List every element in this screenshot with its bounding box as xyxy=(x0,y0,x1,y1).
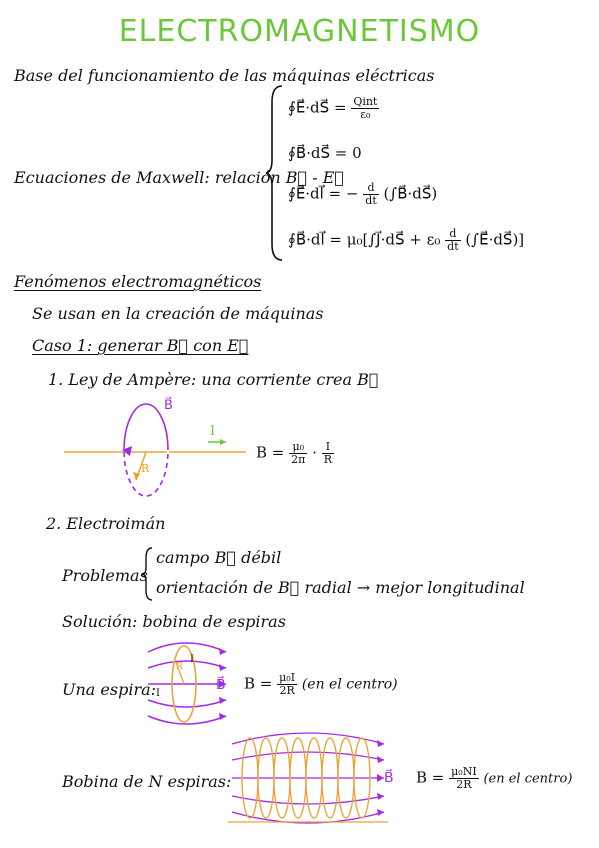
coil-formula-lhs: B = xyxy=(416,768,445,787)
one-loop-fraction xyxy=(277,672,297,697)
eq3-rhs: (∫B⃗·dS⃗) xyxy=(383,184,438,203)
phenomena-intro: Se usan en la creación de máquinas xyxy=(32,304,324,323)
one-loop-formula xyxy=(244,672,398,697)
electroiman-label: 2. Electroimán xyxy=(46,514,166,533)
ampere-f1-den: 2π xyxy=(291,453,306,466)
ampere-b-label: B⃗ xyxy=(164,398,173,413)
page-title: ELECTROMAGNETISMO xyxy=(118,14,481,49)
eq3-denominator: dt xyxy=(365,194,377,207)
coil-den: 2R xyxy=(456,778,472,791)
one-loop-num: μ₀I xyxy=(279,671,296,684)
maxwell-brace xyxy=(264,82,286,264)
coil-b: B⃗ xyxy=(384,770,394,786)
ampere-diagram xyxy=(60,392,260,504)
ampere-i-label: I xyxy=(210,424,216,439)
ampere-fraction-2 xyxy=(322,441,334,466)
ampere-dot: · xyxy=(312,443,317,462)
ampere-fraction-1 xyxy=(289,441,307,466)
phenomena-heading: Fenómenos electromagnéticos xyxy=(14,272,262,291)
one-loop-r: R xyxy=(176,662,183,672)
solution-label: Solución: bobina de espiras xyxy=(62,612,286,631)
subtitle: Base del funcionamiento de las máquinas eléctricas xyxy=(14,66,435,85)
eq4-denominator: dt xyxy=(447,240,459,253)
ampere-f1-num: μ₀ xyxy=(289,441,307,454)
coil-label: Bobina de N espiras: xyxy=(62,772,232,791)
eq4-rhs: (∫E⃗·dS⃗)] xyxy=(465,230,525,249)
ampere-formula-lhs: B = xyxy=(256,443,285,462)
maxwell-eq-1 xyxy=(288,96,379,121)
one-loop-label: Una espira: xyxy=(62,680,157,699)
coil-formula xyxy=(416,766,572,791)
coil-num: μ₀NI xyxy=(451,765,477,778)
eq1-fraction xyxy=(351,96,379,121)
ampere-f2-den: R xyxy=(323,453,333,466)
problem-1: campo B⃗ débil xyxy=(156,548,282,567)
ampere-r-label: R xyxy=(141,462,150,475)
eq3-numerator: d xyxy=(363,182,378,195)
problems-label: Problemas xyxy=(62,566,148,585)
maxwell-eq-2: ∮B⃗·dS⃗ = 0 xyxy=(288,144,362,162)
ampere-formula xyxy=(256,441,334,466)
one-loop-den: 2R xyxy=(279,684,295,697)
maxwell-eq-3 xyxy=(288,182,437,207)
problem-2: orientación de B⃗ radial → mejor longitudinal xyxy=(156,578,525,597)
maxwell-eq-4 xyxy=(288,228,524,253)
eq4-lhs: ∮B⃗·dl⃗ = μ₀[∫J⃗·dS⃗ + ε₀ xyxy=(288,230,441,249)
eq4-fraction xyxy=(445,228,460,253)
eq3-fraction xyxy=(363,182,378,207)
one-loop-note: (en el centro) xyxy=(301,676,398,693)
maxwell-label: Ecuaciones de Maxwell: relación B⃗ - E⃗ xyxy=(14,168,344,187)
coil-diagram xyxy=(228,730,388,830)
coil-fraction xyxy=(449,766,479,791)
eq3-lhs: ∮E⃗·dl⃗ = − xyxy=(288,184,359,203)
coil-note: (en el centro) xyxy=(483,771,573,787)
one-loop-formula-lhs: B = xyxy=(244,674,273,693)
one-loop-i-bottom: I xyxy=(156,688,160,699)
eq4-numerator: d xyxy=(445,228,460,241)
case-1-heading: Caso 1: generar B⃗ con E⃗ xyxy=(32,336,249,355)
eq1-denominator: ε₀ xyxy=(360,108,371,121)
one-loop-i-top: I xyxy=(190,654,194,665)
eq1-lhs: ∮E⃗·dS⃗ = xyxy=(288,98,347,117)
eq1-numerator: Qint xyxy=(353,95,378,108)
problems-brace xyxy=(140,546,154,602)
one-loop-b: B⃗ xyxy=(216,677,226,693)
ampere-f2-num: I xyxy=(322,441,334,454)
current-arrow-head xyxy=(220,439,226,445)
ampere-law-label: 1. Ley de Ampère: una corriente crea B⃗ xyxy=(48,370,379,389)
